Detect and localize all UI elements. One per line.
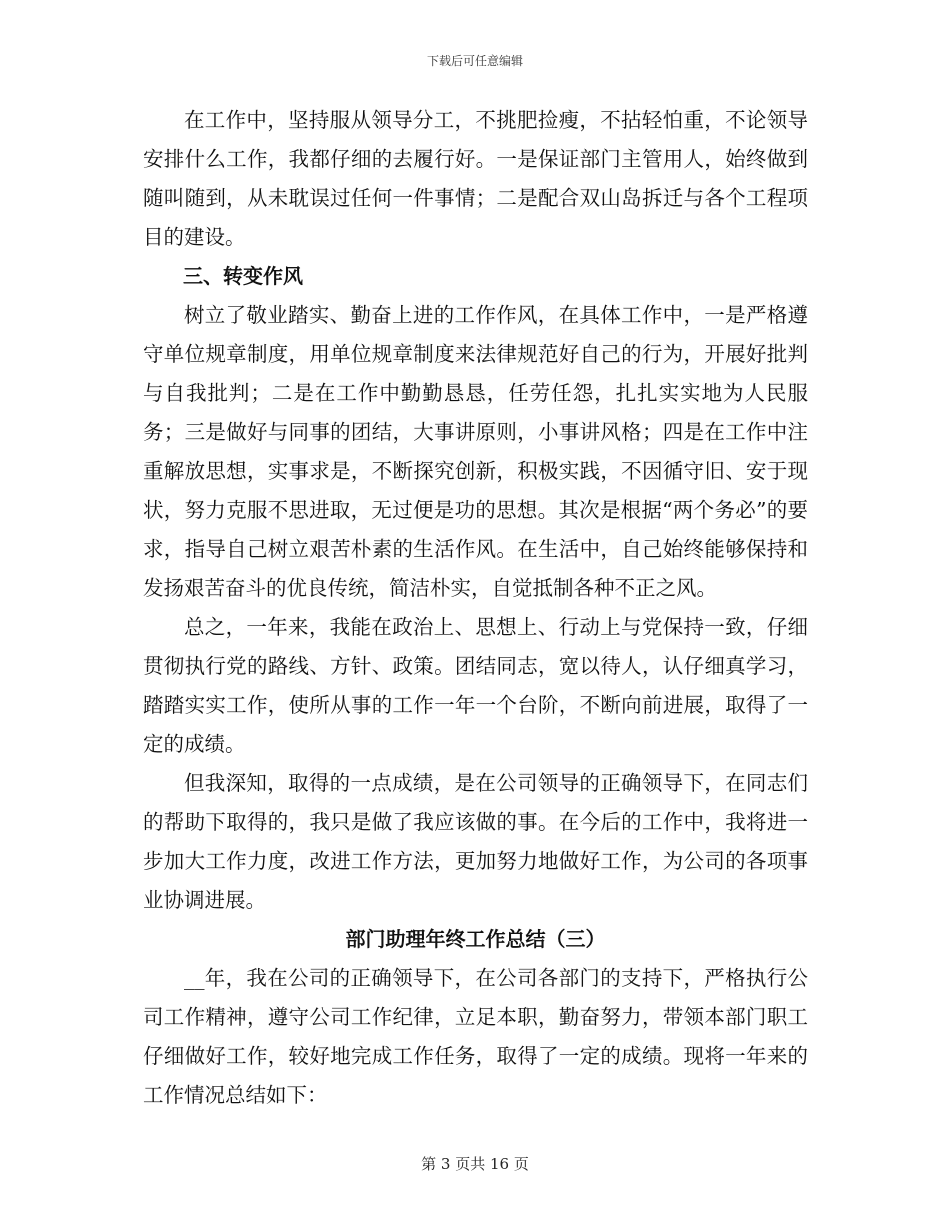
- section-title: 部门助理年终工作总结（三）: [345, 927, 606, 951]
- paragraph-future-work: 但我深知，取得的一点成绩，是在公司领导的正确领导下，在同志们的帮助下取得的，我只是做了我应该做的事。在今后的工作中，我将进一步加大工作力度，改进工作方法，更加努力地做好工作，为公司的各项事业协调进展。: [143, 771, 808, 912]
- paragraph-summary: 总之，一年来，我能在政治上、思想上、行动上与党保持一致，仔细贯彻执行党的路线、方针、政策。团结同志，宽以待人，认仔细真学习，踏踏实实工作，使所从事的工作一年一个台阶，不断向前进展，取得了一定的成绩。: [143, 615, 808, 756]
- document-body: [143, 101, 808, 1115]
- section-heading-3: 三、转变作风: [183, 264, 303, 288]
- paragraph-intro-year: __年，我在公司的正确领导下，在公司各部门的支持下，严格执行公司工作精神，遵守公司工作纪律，立足本职，勤奋努力，带领本部门职工仔细做好工作，较好地完成工作任务，取得了一定的成绩。现将一年来的工作情况总结如下：: [143, 966, 808, 1107]
- paragraph-work-style: 树立了敬业踏实、勤奋上进的工作作风，在具体工作中，一是严格遵守单位规章制度，用单位规章制度来法律规范好自己的行为，开展好批判与自我批判；二是在工作中勤勤恳恳，任劳任怨，扎扎实实地为人民服务；三是做好与同事的团结，大事讲原则，小事讲风格；四是在工作中注重解放思想，实事求是，不断探究创新，积极实践，不因循守旧、安于现状，努力克服不思进取，无过便是功的思想。其次是根据“两个务必”的要求，指导自己树立艰苦朴素的生活作风。在生活中，自己始终能够保持和发扬艰苦奋斗的优良传统，简洁朴实，自觉抵制各种不正之风。: [143, 303, 808, 600]
- header-note: 下载后可任意编辑: [426, 54, 523, 68]
- page-number-footer: 第 3 页共 16 页: [421, 1155, 529, 1173]
- paragraph-work-assignment: 在工作中，坚持服从领导分工，不挑肥捡瘦，不拈轻怕重，不论领导安排什么工作，我都仔细的去履行好。一是保证部门主管用人，始终做到随叫随到，从未耽误过任何一件事情；二是配合双山岛拆迁与各个工程项目的建设。: [143, 108, 808, 249]
